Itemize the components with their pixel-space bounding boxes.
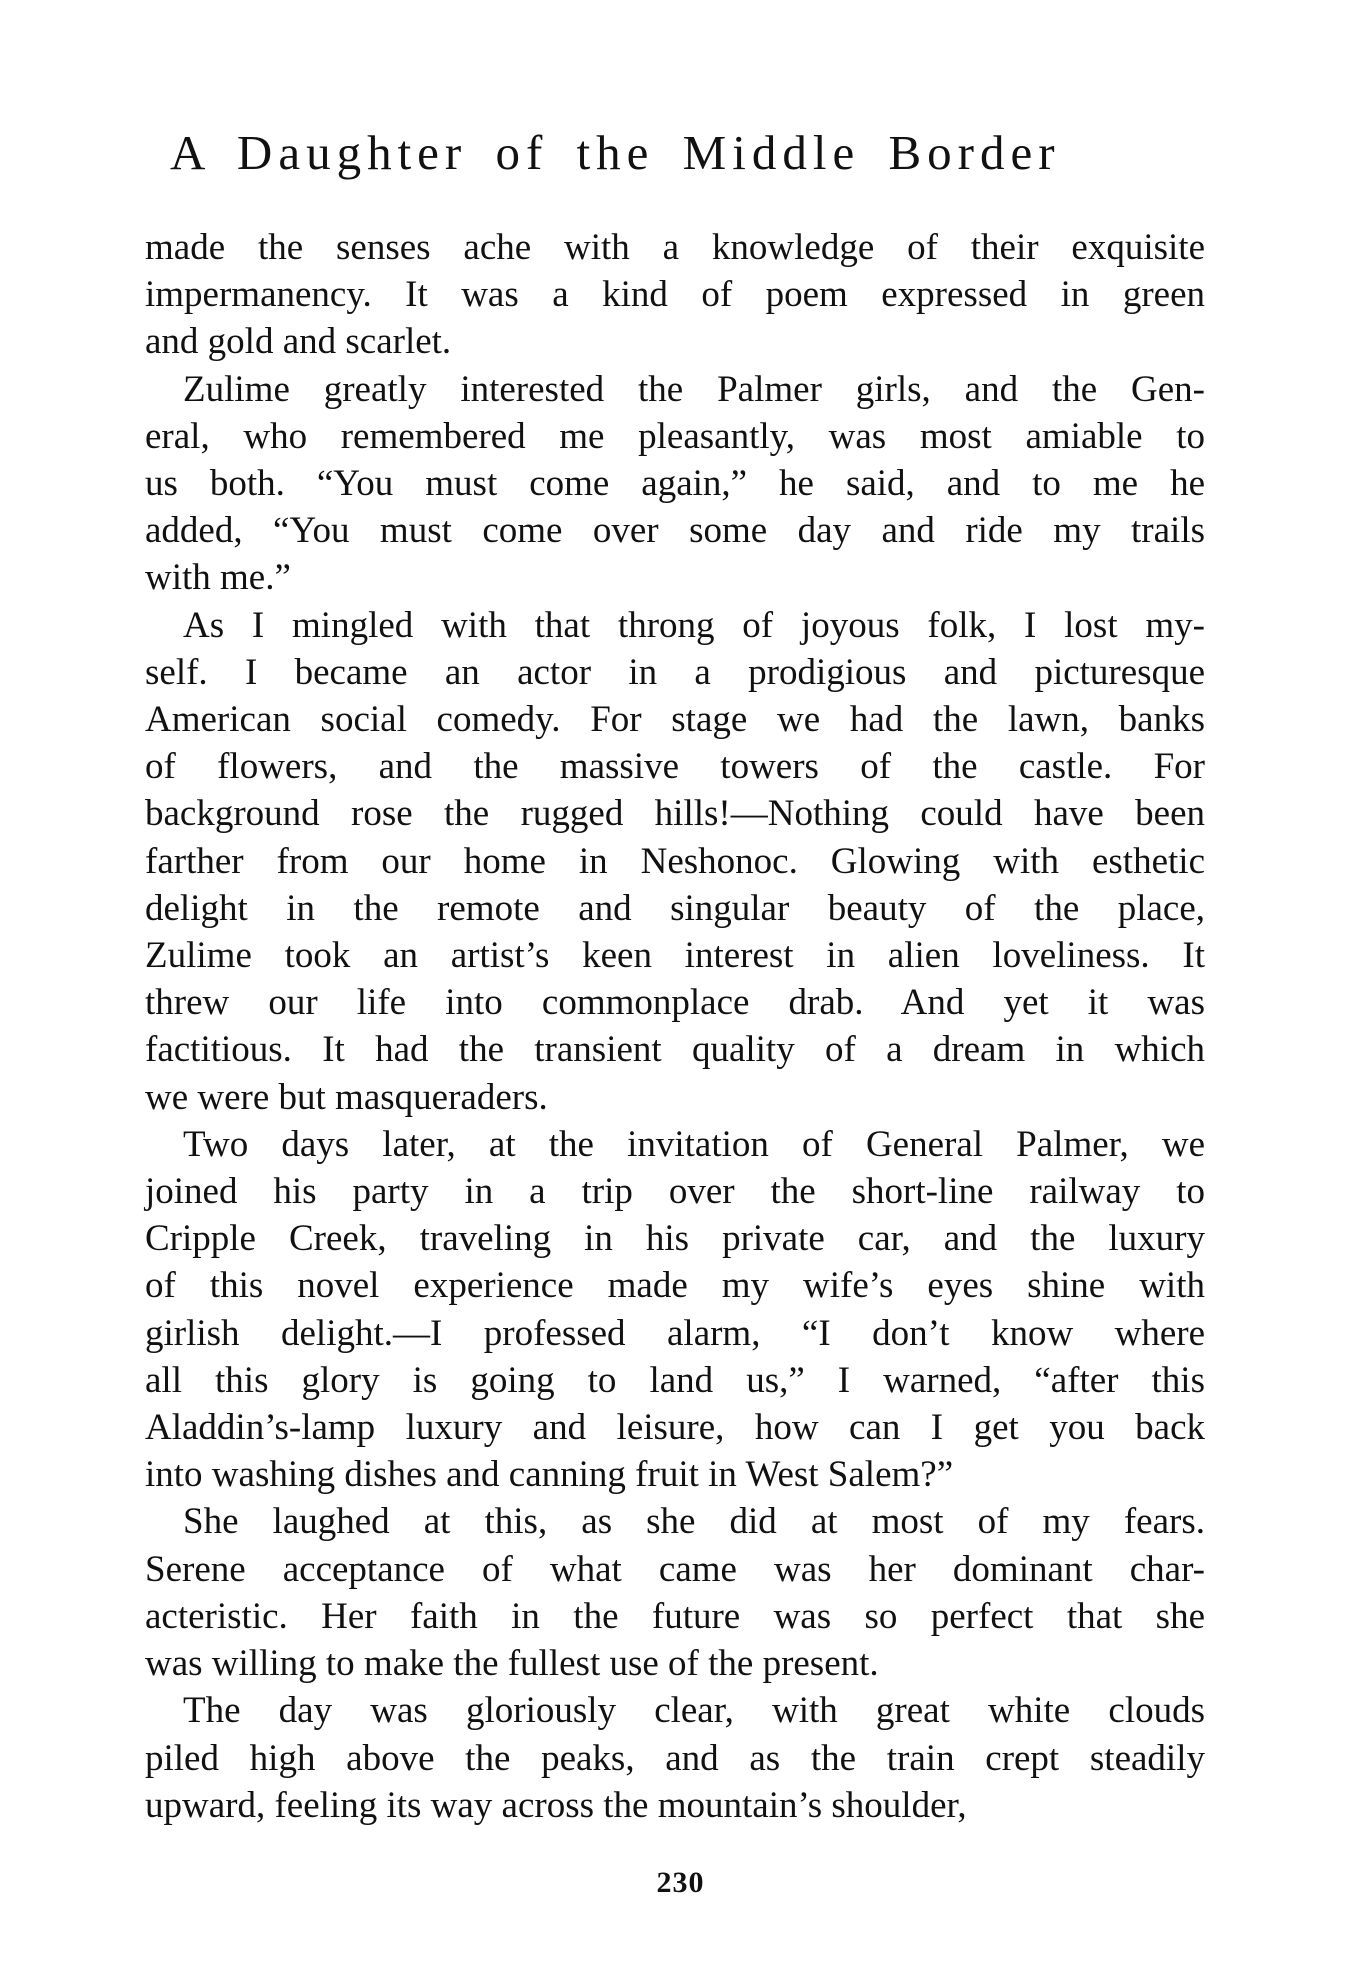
text-line: of flowers, and the massive towers of the castle. For: [145, 746, 1205, 788]
text-line: Cripple Creek, traveling in his private car, and the luxury: [145, 1218, 1205, 1260]
paragraph: [145, 1687, 1205, 1829]
text-line: upward, feeling its way across the mountain’s shoulder,: [145, 1784, 967, 1826]
text-line: girlish delight.—I professed alarm, “I don’t know where: [145, 1312, 1205, 1354]
paragraph: [145, 366, 1205, 602]
text-line: background rose the rugged hills!—Nothing could have been: [145, 793, 1205, 835]
page-number: 230: [656, 1866, 705, 1899]
text-line: us both. “You must come again,” he said, and to me he: [145, 463, 1205, 505]
paragraph: [145, 224, 1205, 366]
text-line: delight in the remote and singular beauty of the place,: [145, 887, 1205, 929]
text-line: with me.”: [145, 557, 291, 599]
text-line: farther from our home in Neshonoc. Glowing with esthetic: [145, 840, 1205, 882]
text-line: we were but masqueraders.: [145, 1076, 548, 1118]
text-line: joined his party in a trip over the short-line railway to: [145, 1171, 1205, 1213]
paragraph: [145, 602, 1205, 1121]
text-line: Two days later, at the invitation of General Palmer, we: [183, 1123, 1205, 1165]
text-line: As I mingled with that throng of joyous folk, I lost my-: [183, 604, 1205, 646]
text-line: Zulime took an artist’s keen interest in alien loveliness. It: [145, 935, 1205, 977]
text-line: and gold and scarlet.: [145, 321, 452, 363]
text-line: piled high above the peaks, and as the train crept steadily: [145, 1737, 1205, 1779]
text-line: self. I became an actor in a prodigious and picturesque: [145, 651, 1205, 693]
text-line: of this novel experience made my wife’s eyes shine with: [145, 1265, 1205, 1307]
text-line: acteristic. Her faith in the future was so perfect that she: [145, 1595, 1205, 1637]
paragraph: [145, 1498, 1205, 1687]
text-line: Aladdin’s-lamp luxury and leisure, how can I get you back: [145, 1407, 1205, 1449]
text-line: made the senses ache with a knowledge of their exquisite: [145, 227, 1205, 268]
text-line: impermanency. It was a kind of poem expressed in green: [145, 274, 1205, 316]
paragraph: [145, 1121, 1205, 1499]
text-line: factitious. It had the transient quality of a dream in which: [145, 1029, 1205, 1071]
text-line: was willing to make the fullest use of the present.: [145, 1643, 879, 1685]
text-line: American social comedy. For stage we had the lawn, banks: [145, 699, 1205, 741]
text-line: eral, who remembered me pleasantly, was most amiable to: [145, 415, 1205, 457]
text-line: threw our life into commonplace drab. And yet it was: [145, 982, 1205, 1024]
text-line: added, “You must come over some day and ride my trails: [145, 510, 1205, 552]
text-line: Zulime greatly interested the Palmer girls, and the Gen-: [183, 368, 1205, 410]
text-line: The day was gloriously clear, with great white clouds: [183, 1690, 1205, 1732]
text-line: She laughed at this, as she did at most of my fears.: [183, 1501, 1205, 1543]
body-text: [145, 224, 1205, 1829]
running-head: A Daughter of the Middle Border: [170, 125, 1061, 180]
text-line: all this glory is going to land us,” I warned, “after this: [145, 1359, 1205, 1401]
text-line: into washing dishes and canning fruit in West Salem?”: [145, 1454, 954, 1496]
text-line: Serene acceptance of what came was her dominant char-: [145, 1548, 1205, 1590]
